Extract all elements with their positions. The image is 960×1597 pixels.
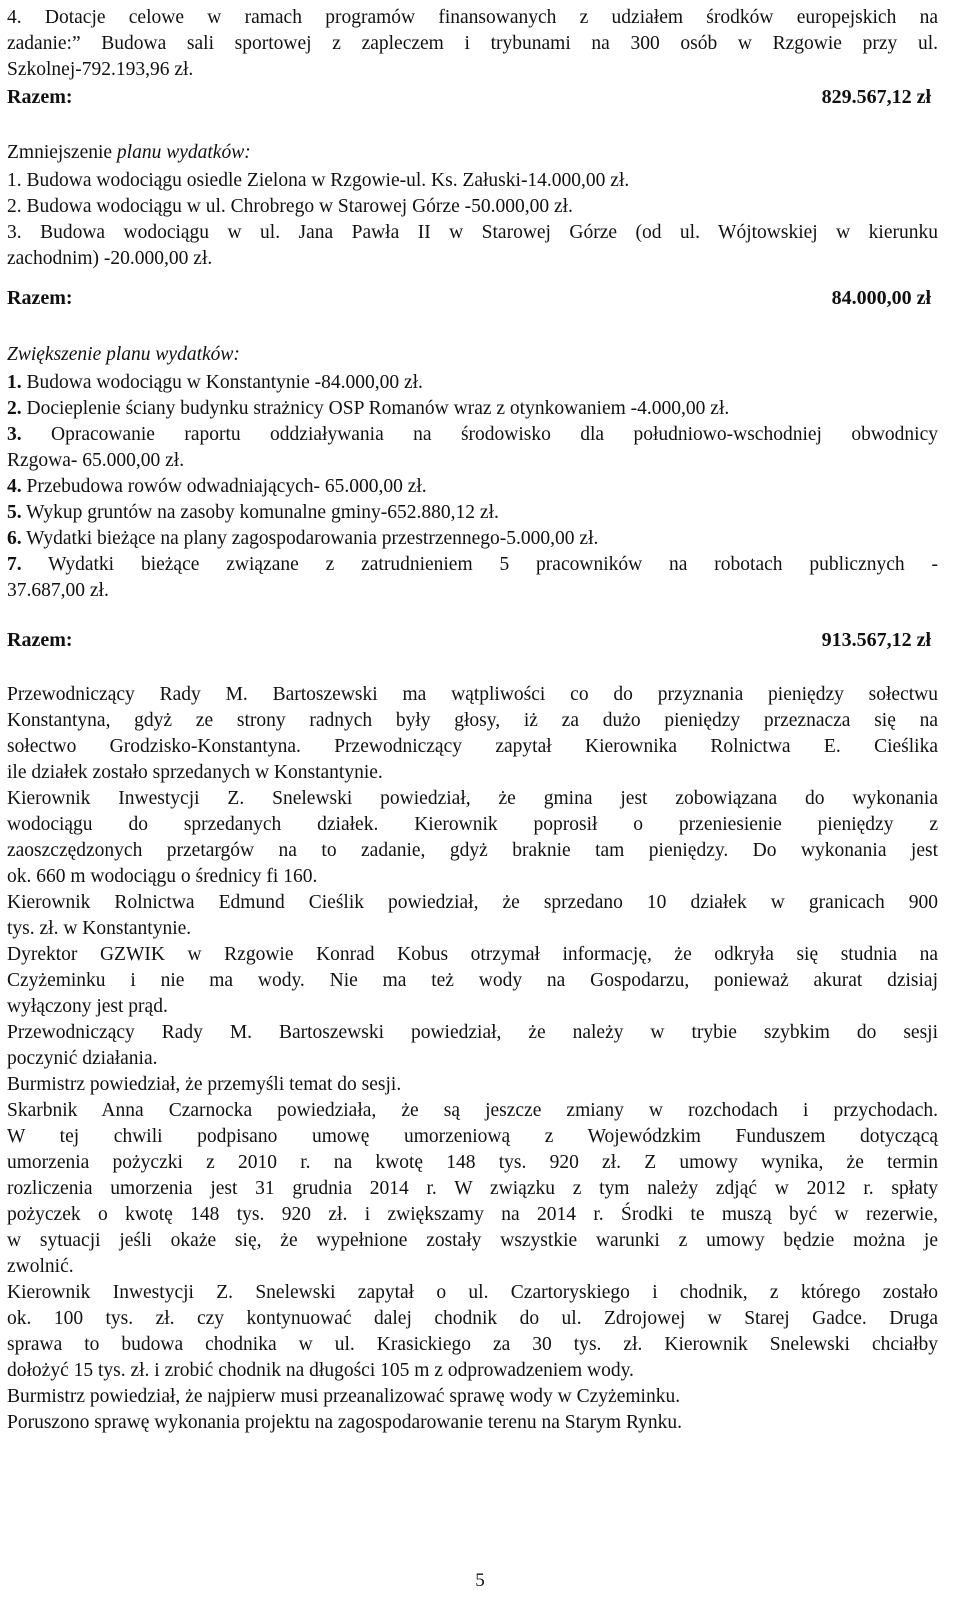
paragraph-line: ile działek zostało sprzedanych w Konstantynie. xyxy=(7,762,383,783)
paragraph-line: Kierownik Inwestycji Z. Snelewski zapytał o ul. Czartoryskiego i chodnik, z którego zostało xyxy=(7,1282,938,1303)
paragraph xyxy=(7,786,938,890)
paragraph-line: sołectwo Grodzisko-Konstantyna. Przewodniczący zapytał Kierownika Rolnictwa E. Cieślika xyxy=(7,736,938,757)
paragraph-line: Czyżeminku i nie ma wody. Nie ma też wody na Gospodarzu, ponieważ akurat dzisiaj xyxy=(7,970,938,991)
paragraph xyxy=(7,1280,938,1384)
decrease-list xyxy=(7,168,938,272)
increase-list xyxy=(7,370,938,604)
decrease-total xyxy=(7,285,931,311)
total-value: 913.567,12 zł xyxy=(821,629,931,651)
paragraph-line: Przewodniczący Rady M. Bartoszewski powiedział, że należy w trybie szybkim do sesji xyxy=(7,1022,938,1043)
paragraph-line: w sytuacji jeśli okaże się, że wypełnione zostały wszystkie warunki z umowy będzie można je xyxy=(7,1230,938,1251)
paragraph-line: zaoszczędzonych przetargów na to zadanie, gdyż braknie tam pieniędzy. Do wykonania jest xyxy=(7,840,938,861)
paragraph-line: rozliczenia umorzenia jest 31 grudnia 2014 r. W związku z tym należy zdjąć w 2012 r. spłaty xyxy=(7,1178,938,1199)
total-label: Razem: xyxy=(7,86,73,108)
paragraph xyxy=(7,890,938,942)
paragraph xyxy=(7,682,938,786)
paragraph-line: wodociągu do sprzedanych działek. Kierownik poprosił o przeniesienie pieniędzy z xyxy=(7,814,938,835)
paragraph-line: Konstantyna, gdyż ze strony radnych były głosy, iż za dużo pieniędzy przeznacza się na xyxy=(7,710,938,731)
section-4-line-2: zadanie:” Budowa sali sportowej z zapleczem i trybunami na 300 osób w Rzgowie przy ul. xyxy=(7,33,938,54)
paragraph-line: Kierownik Inwestycji Z. Snelewski powiedział, że gmina jest zobowiązana do wykonania xyxy=(7,788,938,809)
paragraph xyxy=(7,1410,938,1436)
paragraph-line: dołożyć 15 tys. zł. i zrobić chodnik na długości 105 m z odprowadzeniem wody. xyxy=(7,1360,634,1381)
paragraph-line: Burmistrz powiedział, że najpierw musi przeanalizować sprawę wody w Czyżeminku. xyxy=(7,1386,681,1407)
minutes-paragraphs xyxy=(7,682,938,1436)
paragraph xyxy=(7,1384,938,1410)
decrease-item-3-line-1: 3. Budowa wodociągu w ul. Jana Pawła II w Starowej Górze (od ul. Wójtowskiej w kierunku xyxy=(7,222,938,243)
paragraph-line: Dyrektor GZWIK w Rzgowie Konrad Kobus otrzymał informację, że odkryła się studnia na xyxy=(7,944,938,965)
section-4-line-1: 4. Dotacje celowe w ramach programów finansowanych z udziałem środków europejskich na xyxy=(7,7,938,28)
section-4-total xyxy=(7,84,931,110)
decrease-heading xyxy=(7,140,251,166)
decrease-heading-a: Zmniejszenie xyxy=(7,142,117,163)
total-label: Razem: xyxy=(7,629,73,651)
paragraph-line: sprawa to budowa chodnika w ul. Krasickiego za 30 tys. zł. Kierownik Snelewski chciałby xyxy=(7,1334,938,1355)
paragraph-line: Przewodniczący Rady M. Bartoszewski ma wątpliwości co do przyznania pieniędzy sołectwu xyxy=(7,684,938,705)
decrease-heading-b: planu wydatków: xyxy=(116,142,251,163)
paragraph-line: zwolnić. xyxy=(7,1256,74,1277)
increase-item-3-line-2: Rzgowa- 65.000,00 zł. xyxy=(7,450,185,471)
paragraph-line: umorzenia pożyczki z 2010 r. na kwotę 148 tys. 920 zł. Z umowy wynika, że termin xyxy=(7,1152,938,1173)
increase-item-6: 6. Wydatki bieżące na plany zagospodarowania przestrzennego-5.000,00 zł. xyxy=(7,528,599,549)
increase-item-5: 5. Wykup gruntów na zasoby komunalne gminy-652.880,12 zł. xyxy=(7,502,499,523)
section-4-line-3: Szkolnej-792.193,96 zł. xyxy=(7,59,194,80)
paragraph-line: poczynić działania. xyxy=(7,1048,158,1069)
total-value: 829.567,12 zł xyxy=(821,86,931,108)
increase-item-7-line-1: 7. Wydatki bieżące związane z zatrudnieniem 5 pracowników na robotach publicznych - xyxy=(7,554,938,575)
increase-heading: Zwiększenie planu wydatków: xyxy=(7,344,240,365)
total-label: Razem: xyxy=(7,287,73,309)
page-number: 5 xyxy=(475,1570,485,1591)
decrease-item-1: 1. Budowa wodociągu osiedle Zielona w Rzgowie-ul. Ks. Załuski-14.000,00 zł. xyxy=(7,170,630,191)
increase-item-1: 1. Budowa wodociągu w Konstantynie -84.000,00 zł. xyxy=(7,372,423,393)
paragraph-line: Kierownik Rolnictwa Edmund Cieślik powiedział, że sprzedano 10 działek w granicach 900 xyxy=(7,892,938,913)
decrease-item-3-line-2: zachodnim) -20.000,00 zł. xyxy=(7,248,213,269)
increase-item-7-line-2: 37.687,00 zł. xyxy=(7,580,109,601)
paragraph-line: pożyczek o kwotę 148 tys. 920 zł. i zwiększamy na 2014 r. Środki te muszą być w rezerwie, xyxy=(7,1204,938,1225)
paragraph-line: wyłączony jest prąd. xyxy=(7,996,168,1017)
increase-item-2: 2. Docieplenie ściany budynku strażnicy OSP Romanów wraz z otynkowaniem -4.000,00 zł. xyxy=(7,398,730,419)
paragraph-line: tys. zł. w Konstantynie. xyxy=(7,918,192,939)
paragraph xyxy=(7,1072,938,1098)
paragraph xyxy=(7,942,938,1020)
paragraph-line: Poruszono sprawę wykonania projektu na zagospodarowanie terenu na Starym Rynku. xyxy=(7,1412,683,1433)
paragraph xyxy=(7,1098,938,1280)
paragraph-line: Skarbnik Anna Czarnocka powiedziała, że są jeszcze zmiany w rozchodach i przychodach. xyxy=(7,1100,938,1121)
paragraph-line: Burmistrz powiedział, że przemyśli temat do sesji. xyxy=(7,1074,402,1095)
total-value: 84.000,00 zł xyxy=(831,287,931,309)
increase-total xyxy=(7,627,931,653)
increase-item-4: 4. Przebudowa rowów odwadniających- 65.000,00 zł. xyxy=(7,476,427,497)
section-4-text xyxy=(7,5,938,83)
paragraph-line: W tej chwili podpisano umowę umorzeniową z Wojewódzkim Funduszem dotyczącą xyxy=(7,1126,938,1147)
increase-item-3-line-1: 3. Opracowanie raportu oddziaływania na środowisko dla południowo-wschodniej obwodnicy xyxy=(7,424,938,445)
paragraph xyxy=(7,1020,938,1072)
paragraph-line: ok. 660 m wodociągu o średnicy fi 160. xyxy=(7,866,318,887)
paragraph-line: ok. 100 tys. zł. czy kontynuować dalej chodnik do ul. Zdrojowej w Starej Gadce. Druga xyxy=(7,1308,938,1329)
decrease-item-2: 2. Budowa wodociągu w ul. Chrobrego w Starowej Górze -50.000,00 zł. xyxy=(7,196,573,217)
